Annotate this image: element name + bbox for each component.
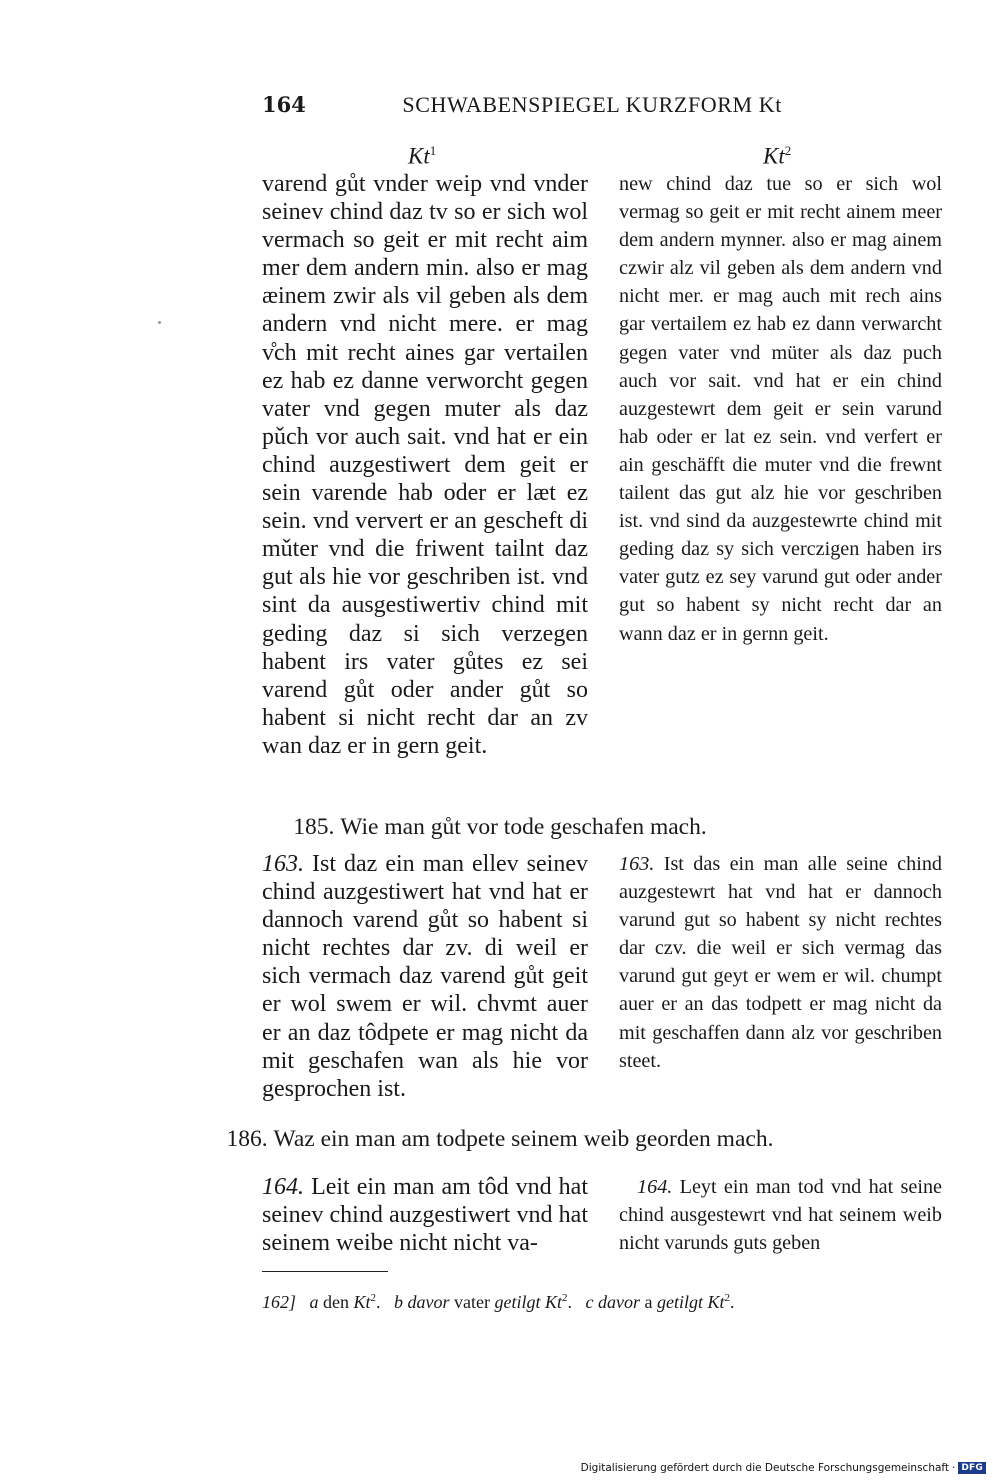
section-185-right-text	[619, 850, 942, 1075]
section-185-title: Wie man gůt vor tode geschafen mach.	[340, 814, 707, 840]
footnote-a-sup: 2	[370, 1292, 377, 1304]
running-title: SCHWABENSPIEGEL KURZFORM Kt	[402, 92, 782, 117]
section-186-left-text	[262, 1173, 588, 1257]
section-186-heading	[0, 1126, 1000, 1153]
left-heading-sup: 1	[429, 143, 437, 158]
left-heading-text: Kt	[408, 143, 430, 169]
dfg-logo: DFG	[958, 1462, 986, 1474]
footnote-b-sup: 2	[562, 1292, 568, 1304]
section-185-heading	[0, 814, 1000, 841]
footnote-b-mark: b	[394, 1292, 404, 1312]
top-right-column-text: new chind daz tue so er sich wol vermag so geit er mit recht ainem meer dem andern mynner. also er mag ainem czwir alz vil geben als dem andern vnd nicht mer. er mag auch mit rech ains gar vertailem ez hab ez dann verwarcht gegen vater vnd müter als daz puch auch vor sait. vnd hat er ein chind auzgestewrt dem geit er sein varund hab oder er lat ez sein. vnd verfert er ain geschäfft die muter vnd die frewnt tailent das gut alz hie vor geschriben ist. vnd sind da auzgestewrte chind mit geding daz sy sich verczigen haben irs vater gutz ez sey varund gut oder ander gut so habent sy nicht recht dar an wann daz er in gernn geit.	[619, 173, 942, 645]
section-185-left-text	[262, 850, 588, 1103]
right-heading-sup: 2	[784, 143, 792, 158]
top-left-column-text: varend gůt vnder weip vnd vnder seinev chind daz tv so er sich wol vermach so geit er mit recht aim mer dem andern min. also er mag æinem zwir als vil geben als dem andern vnd nicht mere. er mag v̊ch mit recht aines gar vertailen ez hab ez danne verworcht gegen vater vnd gegen muter als daz pǔch vor auch sait. vnd hat er ein chind auzgestiwert dem geit er sein varende hab oder er læt ez sein. vnd ververt er an gescheft di mǔter vnd die friwent tailnt daz gut als hie vor geschriben ist. vnd sint da ausgestiwertiv chind mit geding daz si sich verzegen habent irs vater gůtes ez sei varend gůt oder ander gůt so habent si nicht recht dar an zv wan daz er in gern geit.	[262, 171, 588, 759]
footnote-b-pre: davor	[407, 1292, 450, 1312]
footnote-b-post: getilgt Kt	[494, 1292, 563, 1312]
section-186-right-text	[619, 1173, 942, 1257]
page-number: 164	[262, 92, 306, 117]
section-186-left-body: Leit ein man am tôd vnd hat seinev chind auzgestiwert vnd hat seinem weibe nicht nicht va-	[262, 1174, 588, 1257]
footnote-a-word: den	[323, 1292, 350, 1312]
footnote-c-pre: davor	[598, 1292, 641, 1312]
left-column-heading	[408, 143, 436, 170]
footnote-c-post: getilgt Kt	[657, 1292, 725, 1312]
section-185-number: 185.	[293, 814, 335, 840]
section-185-left-body: Ist daz ein man ellev seinev chind auzgestiwert hat vnd hat er dannoch varend gůt so habent si nicht rechtes dar zv. di weil er sich vermach daz varend gůt geit er wol swem er wil. chvmt auer er an daz tôdpete er mag nicht da mit geschafen wan als hie vor gesprochen ist.	[262, 851, 588, 1102]
footnote: 162] a den Kt$^2$. b davor vater getilgt Kt$^2$. c davor a getilgt Kt$^2$.	[262, 1292, 735, 1312]
footnote-c-mark: c	[585, 1292, 594, 1312]
section-185-right-body: Ist das ein man alle seine chind auzgestewrt hat vnd hat er dannoch varund gut so habent sy nicht rechtes dar czv. die weil er sich vermag das varund gut geyt er wem er wil. chumpt auer er an das todpett er mag nicht da mit geschaffen dann alz vor geschriben steet.	[619, 853, 943, 1072]
right-column-heading	[763, 143, 791, 170]
section-186-right-number: 164.	[637, 1176, 673, 1198]
page-header	[262, 92, 782, 126]
section-186-title: Waz ein man am todpete seinem weib georden mach.	[273, 1126, 774, 1152]
footnote-a-mark: a	[309, 1292, 319, 1312]
section-186-left-number: 164.	[262, 1174, 304, 1200]
footnote-ref: 162]	[262, 1292, 297, 1312]
footnote-c-word: a	[644, 1292, 653, 1312]
section-186-number: 186.	[226, 1126, 268, 1152]
digitization-credit: Digitalisierung gefördert durch die Deutsche Forschungsgemeinschaft · DFG	[581, 1462, 986, 1474]
footnote-rule	[262, 1271, 388, 1272]
margin-mark	[158, 321, 161, 324]
section-185-left-number: 163.	[262, 851, 304, 877]
footnote-b-word: vater	[454, 1292, 491, 1312]
digitization-text: Digitalisierung gefördert durch die Deutsche Forschungsgemeinschaft	[580, 1462, 950, 1474]
section-185-right-number: 163.	[619, 853, 655, 875]
footnote-c-sup: 2	[724, 1292, 731, 1304]
right-heading-text: Kt	[763, 143, 785, 169]
footnote-a-source: Kt	[353, 1292, 371, 1312]
section-186-right-body: Leyt ein man tod vnd hat seine chind ausgestewrt vnd hat seinem weib nicht varunds guts geben	[619, 1176, 942, 1255]
